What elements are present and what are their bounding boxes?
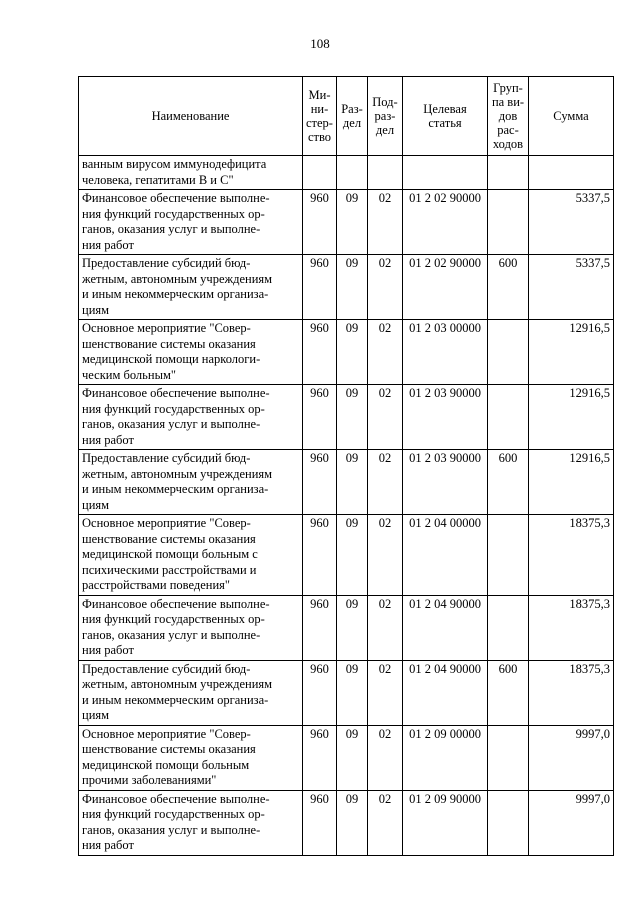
- cell-subsection: 02: [368, 515, 403, 596]
- cell-section: [337, 156, 368, 190]
- cell-expense-group: 600: [488, 660, 529, 725]
- cell-target-article: 01 2 02 90000: [403, 255, 488, 320]
- table-body: [79, 156, 614, 856]
- cell-ministry: 960: [303, 790, 337, 855]
- cell-sum: [529, 156, 614, 190]
- table-row: [79, 320, 614, 385]
- cell-sum: 12916,5: [529, 385, 614, 450]
- cell-target-article: 01 2 04 90000: [403, 660, 488, 725]
- cell-section: 09: [337, 320, 368, 385]
- cell-expense-group: [488, 725, 529, 790]
- cell-subsection: 02: [368, 255, 403, 320]
- cell-expense-group: [488, 515, 529, 596]
- cell-expense-group: [488, 156, 529, 190]
- cell-name: Предоставление субсидий бюд- жетным, автономным учреждениям и иным некоммерческим организа- циям: [79, 255, 303, 320]
- table-row: [79, 450, 614, 515]
- header-subsection: Под- раз- дел: [368, 77, 403, 156]
- cell-section: 09: [337, 660, 368, 725]
- table-row: [79, 515, 614, 596]
- cell-subsection: [368, 156, 403, 190]
- table-row: [79, 725, 614, 790]
- cell-ministry: 960: [303, 385, 337, 450]
- cell-sum: 18375,3: [529, 515, 614, 596]
- cell-sum: 18375,3: [529, 660, 614, 725]
- cell-subsection: 02: [368, 385, 403, 450]
- cell-name: Финансовое обеспечение выполне- ния функций государственных ор- ганов, оказания услуг и выполне- ния работ: [79, 790, 303, 855]
- cell-expense-group: [488, 320, 529, 385]
- cell-target-article: 01 2 09 90000: [403, 790, 488, 855]
- cell-name: Финансовое обеспечение выполне- ния функций государственных ор- ганов, оказания услуг и выполне- ния работ: [79, 190, 303, 255]
- table-row: [79, 190, 614, 255]
- cell-section: 09: [337, 385, 368, 450]
- cell-ministry: [303, 156, 337, 190]
- cell-target-article: 01 2 02 90000: [403, 190, 488, 255]
- cell-ministry: 960: [303, 190, 337, 255]
- cell-subsection: 02: [368, 725, 403, 790]
- cell-expense-group: [488, 595, 529, 660]
- table-row: [79, 385, 614, 450]
- cell-ministry: 960: [303, 725, 337, 790]
- cell-subsection: 02: [368, 595, 403, 660]
- cell-section: 09: [337, 450, 368, 515]
- cell-ministry: 960: [303, 255, 337, 320]
- cell-name: Финансовое обеспечение выполне- ния функций государственных ор- ганов, оказания услуг и выполне- ния работ: [79, 595, 303, 660]
- header-section: Раз- дел: [337, 77, 368, 156]
- cell-target-article: 01 2 03 90000: [403, 450, 488, 515]
- cell-ministry: 960: [303, 515, 337, 596]
- header-target-article: Целевая статья: [403, 77, 488, 156]
- cell-sum: 12916,5: [529, 320, 614, 385]
- header-row: [79, 77, 614, 156]
- cell-subsection: 02: [368, 790, 403, 855]
- cell-ministry: 960: [303, 320, 337, 385]
- cell-subsection: 02: [368, 660, 403, 725]
- cell-section: 09: [337, 595, 368, 660]
- cell-expense-group: 600: [488, 450, 529, 515]
- cell-ministry: 960: [303, 660, 337, 725]
- cell-name: Финансовое обеспечение выполне- ния функций государственных ор- ганов, оказания услуг и выполне- ния работ: [79, 385, 303, 450]
- cell-subsection: 02: [368, 320, 403, 385]
- cell-name: Основное мероприятие "Совер- шенствование системы оказания медицинской помощи больным прочими заболеваниями": [79, 725, 303, 790]
- header-expense-group: Груп- па ви- дов рас- ходов: [488, 77, 529, 156]
- cell-name: Предоставление субсидий бюд- жетным, автономным учреждениям и иным некоммерческим организа- циям: [79, 660, 303, 725]
- cell-section: 09: [337, 790, 368, 855]
- cell-expense-group: [488, 790, 529, 855]
- cell-ministry: 960: [303, 595, 337, 660]
- cell-sum: 18375,3: [529, 595, 614, 660]
- cell-target-article: 01 2 04 90000: [403, 595, 488, 660]
- cell-sum: 12916,5: [529, 450, 614, 515]
- cell-target-article: 01 2 03 90000: [403, 385, 488, 450]
- cell-section: 09: [337, 515, 368, 596]
- cell-target-article: 01 2 09 00000: [403, 725, 488, 790]
- cell-expense-group: [488, 385, 529, 450]
- budget-table: [78, 76, 614, 856]
- cell-section: 09: [337, 190, 368, 255]
- cell-name: Основное мероприятие "Совер- шенствование системы оказания медицинской помощи больным с психическими расстройствами и расстройствами поведения": [79, 515, 303, 596]
- cell-target-article: 01 2 04 00000: [403, 515, 488, 596]
- table-row: [79, 790, 614, 855]
- cell-expense-group: 600: [488, 255, 529, 320]
- cell-expense-group: [488, 190, 529, 255]
- cell-subsection: 02: [368, 450, 403, 515]
- page-number: 108: [310, 36, 330, 51]
- cell-sum: 5337,5: [529, 255, 614, 320]
- cell-name: Основное мероприятие "Совер- шенствование системы оказания медицинской помощи наркологи- ческим больным": [79, 320, 303, 385]
- cell-target-article: [403, 156, 488, 190]
- header-sum: Сумма: [529, 77, 614, 156]
- table-row: [79, 595, 614, 660]
- header-ministry: Ми- ни- стер- ство: [303, 77, 337, 156]
- cell-section: 09: [337, 725, 368, 790]
- cell-subsection: 02: [368, 190, 403, 255]
- cell-section: 09: [337, 255, 368, 320]
- cell-target-article: 01 2 03 00000: [403, 320, 488, 385]
- table-row: [79, 156, 614, 190]
- table-row: [79, 255, 614, 320]
- cell-name: Предоставление субсидий бюд- жетным, автономным учреждениям и иным некоммерческим организа- циям: [79, 450, 303, 515]
- cell-ministry: 960: [303, 450, 337, 515]
- header-name: Наименование: [79, 77, 303, 156]
- cell-name: ванным вирусом иммунодефицита человека, гепатитами В и С": [79, 156, 303, 190]
- cell-sum: 9997,0: [529, 790, 614, 855]
- cell-sum: 5337,5: [529, 190, 614, 255]
- table-row: [79, 660, 614, 725]
- cell-sum: 9997,0: [529, 725, 614, 790]
